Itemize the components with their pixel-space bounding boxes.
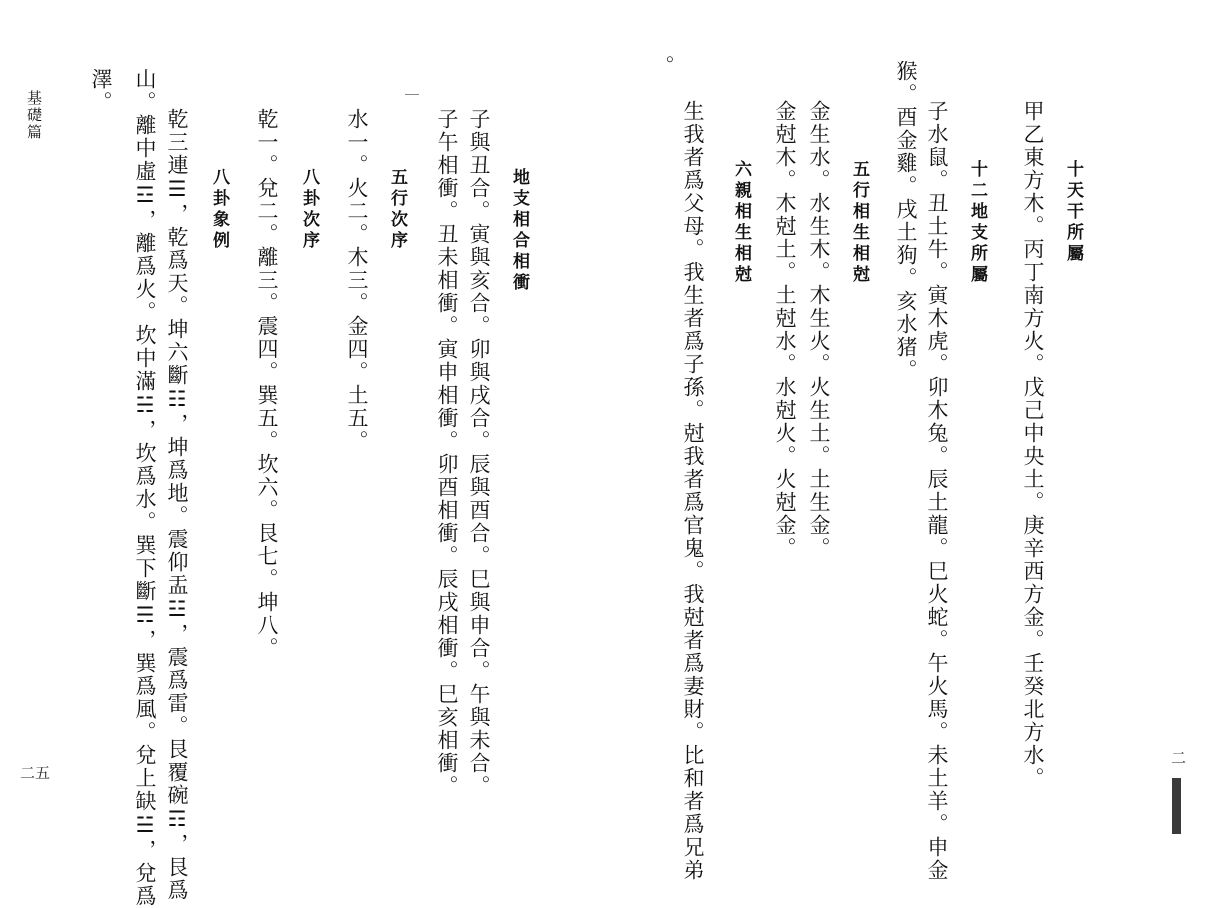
- liuqin-line1: 生我者爲父母。我生者爲子孫。尅我者爲官鬼。我尅者爲妻財。比和者爲兄弟: [681, 100, 705, 882]
- heading-wuxing-cixu: 五行次序: [387, 168, 407, 252]
- heading-xiangsheng: 五行相生相尅: [849, 160, 869, 286]
- page-edge-shadow: [1172, 778, 1181, 834]
- xiang-line3: 澤。: [89, 68, 113, 114]
- liuqin-line2: 。: [651, 55, 675, 78]
- heading-liuqin: 六親相生相尅: [731, 160, 751, 286]
- heading-bagua-xiangli: 八卦象例: [209, 168, 229, 252]
- heading-dizhi: 十二地支所屬: [967, 160, 987, 286]
- wuxing-text: 水一。火二。木三。金四。土五。: [345, 108, 369, 453]
- divider-mark: [405, 94, 419, 95]
- page-number-left: 二五: [20, 764, 51, 782]
- sheng-text: 金生水。水生木。木生火。火生土。土生金。: [807, 100, 831, 560]
- heading-bagua-cixu: 八卦次序: [299, 168, 319, 252]
- heading-dizhi-he-chong: 地支相合相衝: [509, 168, 529, 294]
- tiangan-text: 甲乙東方木。丙丁南方火。戊己中央土。庚辛西方金。壬癸北方水。: [1021, 100, 1045, 790]
- heading-tiangan: 十天干所屬: [1063, 160, 1083, 265]
- dizhi-line1: 子水鼠。丑土牛。寅木虎。卯木兔。辰土龍。巳火蛇。午火馬。未土羊。申金: [925, 100, 949, 882]
- dizhi-line2: 猴。酉金雞。戌土狗。亥水猪。: [894, 60, 918, 382]
- chong-text: 子午相衝。丑未相衝。寅申相衝。卯酉相衝。辰戌相衝。巳亥相衝。: [435, 108, 459, 798]
- page-number-right: 二: [1169, 750, 1187, 765]
- running-title: 基礎篇: [25, 90, 43, 141]
- xiang-line1: 乾三連☰，乾爲天。坤六斷☷，坤爲地。震仰盂☳，震爲雷。艮覆碗☶，艮爲: [165, 108, 189, 902]
- xiang-line2: 山。離中虛☲，離爲火。坎中滿☵，坎爲水。巽下斷☴，巽爲風。兌上缺☱，兌爲: [133, 68, 157, 908]
- ke-text: 金尅木。木尅土。土尅水。水尅火。火尅金。: [773, 100, 797, 560]
- he-text: 子與丑合。寅與亥合。卯與戌合。辰與酉合。巳與申合。午與未合。: [467, 108, 491, 798]
- bagua-text: 乾一。兌二。離三。震四。巽五。坎六。艮七。坤八。: [255, 108, 279, 660]
